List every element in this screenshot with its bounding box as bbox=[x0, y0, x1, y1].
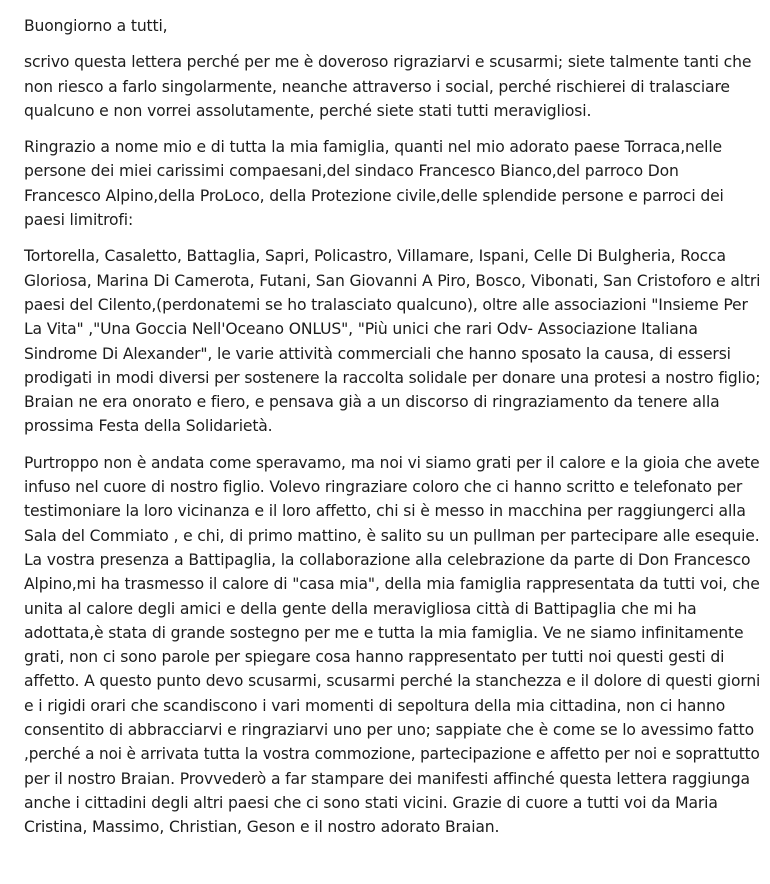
text-line: persone dei miei carissimi compaesani,del sindaco Francesco Bianco,del parroco Don bbox=[24, 162, 679, 181]
text-line: Alpino,mi ha trasmesso il calore di "casa mia", della mia famiglia rappresentata da tutti voi, che bbox=[24, 575, 760, 594]
letter-paragraph bbox=[24, 50, 760, 123]
text-line: Tortorella, Casaletto, Battaglia, Sapri, Policastro, Villamare, Ispani, Celle Di Bulgheria, Rocca bbox=[24, 247, 726, 266]
text-line: Francesco Alpino,della ProLoco, della Protezione civile,delle splendide persone e parroci dei bbox=[24, 186, 724, 205]
text-line: per il nostro Braian. Provvederò a far stampare dei manifesti affinché questa lettera raggiunga bbox=[24, 769, 750, 788]
text-line: Buongiorno a tutti, bbox=[24, 17, 168, 35]
text-line: testimoniare la loro vicinanza e il loro affetto, chi si è messo in macchina per raggiungerci alla bbox=[24, 502, 746, 521]
text-line: unita al calore degli amici e della gente della meravigliosa città di Battipaglia che mi ha bbox=[24, 599, 697, 618]
text-line: Purtroppo non è andata come speravamo, ma noi vi siamo grati per il calore e la gioia che avete bbox=[24, 453, 760, 472]
text-line: paesi limitrofi: bbox=[24, 211, 134, 230]
text-line: prossima Festa della Solidarietà. bbox=[24, 417, 273, 436]
text-line: paesi del Cilento,(perdonatemi se ho tralasciato qualcuno), oltre alle associazioni "Insieme Per bbox=[24, 295, 748, 314]
text-line: ,perché a noi è arrivata tutta la vostra commozione, partecipazione e affetto per noi e soprattutto bbox=[24, 745, 760, 764]
text-line: non riesco a farlo singolarmente, neanche attraverso i social, perché rischierei di tralasciare bbox=[24, 77, 730, 96]
text-line: Sala del Commiato , e chi, di primo mattino, è salito su un pullman per partecipare alle esequie. bbox=[24, 526, 760, 545]
text-line: Cristina, Massimo, Christian, Geson e il nostro adorato Braian. bbox=[24, 818, 500, 837]
text-line: anche i cittadini degli altri paesi che ci sono stati vicini. Grazie di cuore a tutti voi da Maria bbox=[24, 793, 718, 812]
text-line: Braian ne era onorato e fiero, e pensava già a un discorso di ringraziamento da tenere alla bbox=[24, 393, 720, 412]
text-line: prodigati in modi diversi per sostenere la raccolta solidale per donare una protesi a nostro figlio; bbox=[24, 368, 761, 387]
text-line: Ringrazio a nome mio e di tutta la mia famiglia, quanti nel mio adorato paese Torraca,nelle bbox=[24, 138, 722, 157]
text-line: La Vita" ,"Una Goccia Nell'Oceano ONLUS", "Più unici che rari Odv- Associazione Italiana bbox=[24, 320, 698, 339]
text-line: Gloriosa, Marina Di Camerota, Futani, San Giovanni A Piro, Bosco, Vibonati, San Cristoforo e altri bbox=[24, 271, 761, 290]
letter-paragraph bbox=[24, 451, 760, 840]
text-line: affetto. A questo punto devo scusarmi, scusarmi perché la stanchezza e il dolore di questi giorni bbox=[24, 672, 761, 691]
text-line: e i rigidi orari che scandiscono i vari momenti di sepoltura della mia cittadina, non ci hanno bbox=[24, 696, 726, 715]
letter-greeting bbox=[24, 14, 760, 38]
text-line: grati, non ci sono parole per spiegare cosa hanno rappresentato per tutti noi questi gesti di bbox=[24, 648, 725, 667]
text-line: infuso nel cuore di nostro figlio. Volevo ringraziare coloro che ci hanno scritto e telefonato per bbox=[24, 478, 743, 497]
letter-paragraph bbox=[24, 135, 760, 232]
text-line: scrivo questa lettera perché per me è doveroso rigraziarvi e scusarmi; siete talmente tanti che bbox=[24, 53, 752, 72]
letter-body bbox=[24, 14, 760, 852]
text-line: consentito di abbracciarvi e ringraziarvi uno per uno; sappiate che è come se lo avessimo fatto bbox=[24, 721, 754, 740]
letter-paragraph bbox=[24, 244, 760, 438]
letter-paragraphs bbox=[24, 50, 760, 839]
text-line: qualcuno e non vorrei assolutamente, perché siete stati tutti meravigliosi. bbox=[24, 101, 592, 120]
text-line: Sindrome Di Alexander", le varie attività commerciali che hanno sposato la causa, di essersi bbox=[24, 344, 731, 363]
text-line: adottata,è stata di grande sostegno per me e tutta la mia famiglia. Ve ne siamo infinitamente bbox=[24, 623, 744, 642]
text-line: La vostra presenza a Battipaglia, la collaborazione alla celebrazione da parte di Don Francesco bbox=[24, 550, 751, 569]
